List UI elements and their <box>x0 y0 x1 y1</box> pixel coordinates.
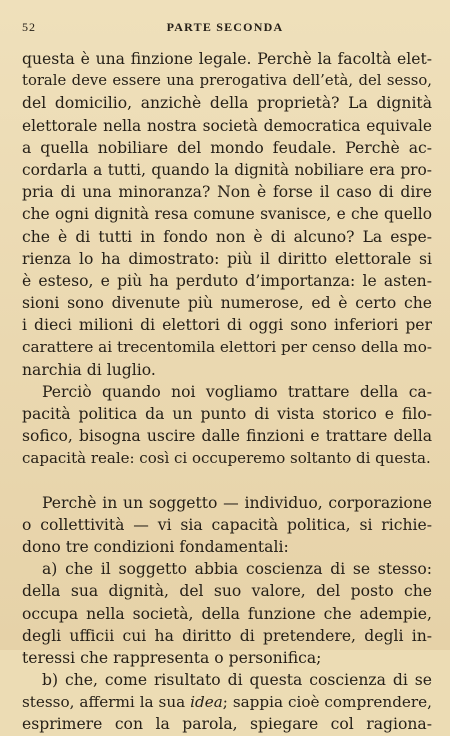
text-line: narchia di luglio. <box>22 360 156 379</box>
text-line: che è di tutti in fondo non è di alcuno? La espe- <box>22 227 432 246</box>
text-line: pacità politica da un punto di vista storico e filo- <box>22 405 432 423</box>
text-line: questa è una finzione legale. Perchè la facoltà elet- <box>22 50 432 68</box>
text-line: è esteso, e più ha perduto d’importanza: le asten- <box>22 271 432 290</box>
text-line: teressi che rappresenta o personifica; <box>22 648 322 667</box>
page-header <box>0 20 450 36</box>
text-line: degli ufficii cui ha diritto di pretendere, degli in- <box>22 626 432 645</box>
text-line: o collettività — vi sia capacità politica, si richie- <box>22 515 432 534</box>
text-line: torale deve essere una prerogativa dell’età, del sesso, <box>22 72 432 90</box>
text-line: capacità reale: così ci occuperemo soltanto di questa. <box>22 449 431 468</box>
text-line: che ogni dignità resa comune svanisce, e che quello <box>22 205 432 224</box>
body-text <box>22 48 432 736</box>
text-line: Perchè in un soggetto — individuo, corporazione <box>42 493 432 512</box>
text-line <box>22 669 432 691</box>
text-line: della sua dignità, del suo valore, del posto che <box>22 582 432 601</box>
page-number: 52 <box>22 20 36 34</box>
text-line: cordarla a tutti, quando la dignità nobiliare era pro- <box>22 160 432 179</box>
text-line: Perciò quando noi vogliamo trattare della ca- <box>42 382 432 401</box>
text-line: sofico, bisogna uscire dalle finzioni e trattare della <box>22 427 432 446</box>
text-line: dono tre condizioni fondamentali: <box>22 537 289 556</box>
text-line: rienza lo ha dimostrato: più il diritto elettorale si <box>22 249 432 268</box>
text-run: stesso, affermi la sua <box>22 693 191 712</box>
text-line: sioni sono divenute più numerose, ed è certo che <box>22 294 432 313</box>
text-line <box>22 691 432 713</box>
paragraph-gap <box>22 470 432 492</box>
text-line: del domicilio, anzichè della proprietà? La dignità <box>22 94 432 113</box>
text-line: a quella nobiliare del mondo feudale. Perchè ac- <box>22 138 432 157</box>
text-run: b) che, come risultato di questa coscienza di se <box>42 671 432 690</box>
text-line: occupa nella società, della funzione che adempie, <box>22 604 432 623</box>
italic-word: idea <box>190 693 223 712</box>
text-line: i dieci milioni di elettori di oggi sono inferiori per <box>22 316 432 335</box>
text-run: ; sappia cioè comprendere, <box>222 693 432 712</box>
text-line: carattere ai trecentomila elettori per censo della mo- <box>22 338 432 357</box>
text-line: esprimere con la parola, spiegare col ragiona- <box>22 715 432 734</box>
text-line: pria di una minoranza? Non è forse il caso di dire <box>22 183 432 202</box>
text-line: a) che il soggetto abbia coscienza di se stesso: <box>42 560 432 579</box>
running-head: PARTE SECONDA <box>166 20 284 34</box>
text-line: elettorale nella nostra società democratica equivale <box>22 116 432 135</box>
